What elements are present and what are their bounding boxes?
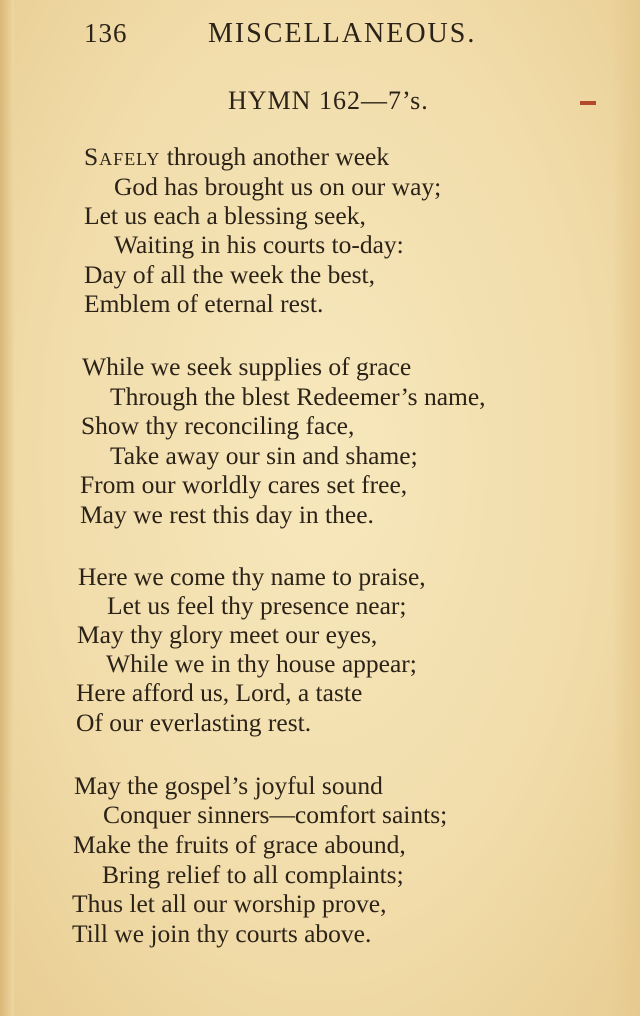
stanza-1-line-1 — [84, 142, 389, 172]
margin-mark — [580, 101, 596, 105]
line-text: through another week — [166, 142, 390, 171]
stanza-4-line-5: Thus let all our worship prove, — [72, 889, 387, 918]
stanza-4-line-6: Till we join thy courts above. — [72, 919, 372, 948]
stanza-4-line-3: Make the fruits of grace abound, — [73, 830, 406, 859]
stanza-2-line-5: From our worldly cares set free, — [80, 470, 408, 499]
page-number: 136 — [84, 18, 128, 48]
page-header — [84, 18, 484, 54]
stanza-3-line-4: While we in thy house appear; — [106, 649, 417, 678]
stanza-2-line-1: While we seek supplies of grace — [82, 352, 412, 381]
stanza-1-line-3: Let us each a blessing seek, — [84, 201, 366, 230]
page-left-edge — [0, 0, 14, 1016]
stanza-2-line-2: Through the blest Redeemer’s name, — [110, 382, 486, 411]
stanza-2-line-6: May we rest this day in thee. — [80, 500, 374, 529]
first-word: Safely — [84, 142, 161, 171]
stanza-3-line-5: Here afford us, Lord, a taste — [76, 678, 363, 707]
running-head: MISCELLANEOUS. — [208, 18, 477, 49]
page-right-edge — [612, 0, 640, 1016]
stanza-1-line-2: God has brought us on our way; — [114, 172, 442, 201]
stanza-2-line-3: Show thy reconciling face, — [81, 411, 355, 440]
stanza-3-line-1: Here we come thy name to praise, — [78, 562, 426, 591]
stanza-3-line-6: Of our everlasting rest. — [76, 708, 312, 737]
stanza-1-line-5: Day of all the week the best, — [84, 260, 376, 289]
stanza-4-line-1: May the gospel’s joyful sound — [74, 771, 383, 800]
hymn-title: HYMN 162—7’s. — [228, 86, 429, 115]
stanza-4-line-4: Bring relief to all complaints; — [102, 860, 404, 889]
stanza-4-line-2: Conquer sinners—comfort saints; — [103, 800, 448, 829]
stanza-1-line-6: Emblem of eternal rest. — [84, 289, 324, 318]
stanza-3-line-3: May thy glory meet our eyes, — [77, 620, 378, 649]
stanza-1-line-4: Waiting in his courts to-day: — [114, 230, 404, 259]
stanza-3-line-2: Let us feel thy presence near; — [107, 591, 407, 620]
stanza-2-line-4: Take away our sin and shame; — [110, 441, 418, 470]
